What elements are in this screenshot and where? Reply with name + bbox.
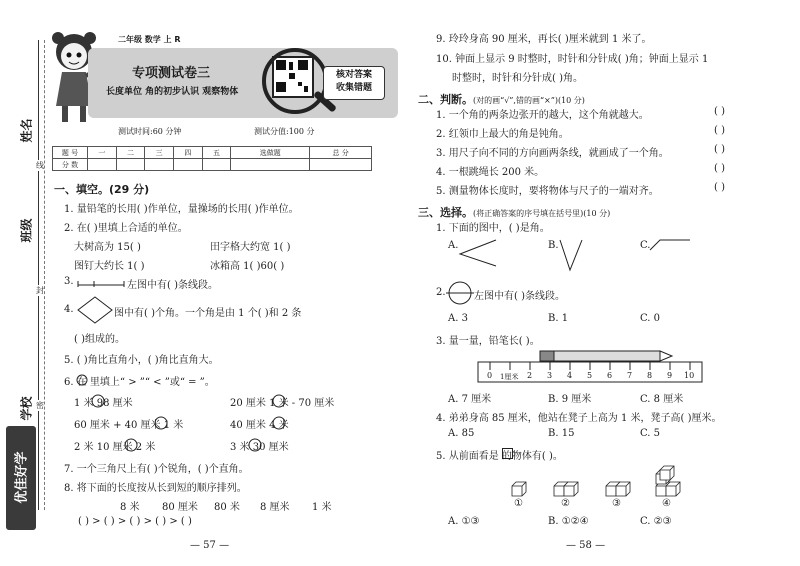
ruler-num: 7 [627, 371, 633, 380]
judge-answer-blank[interactable]: ( ) [714, 182, 725, 193]
page-number-left: — 57 — [190, 540, 230, 551]
compare-item: 3 米 30 厘米 [230, 442, 289, 453]
choice-3: 3. 量一量，铅笔长( )。 [436, 336, 540, 347]
compare-item: 40 厘米 4 米 [230, 420, 289, 431]
table-cell: 四 [174, 147, 203, 159]
table-cell: 一 [88, 147, 117, 159]
judge-answer-blank[interactable]: ( ) [714, 125, 725, 136]
callout-line-1: 核对答案 [335, 70, 372, 80]
compare-item: 1 米 98 厘米 [74, 398, 133, 409]
section-3-note: (将正确答案的序号填在括号里)(10 分) [473, 209, 611, 218]
grade-line: 二年级 数学 上 R [118, 35, 181, 44]
choice-2-option-c[interactable]: C. 0 [640, 313, 661, 324]
choice-5-option-b[interactable]: B. ①②④ [548, 516, 589, 527]
table-cell: 三 [145, 147, 174, 159]
cube-label: ② [561, 498, 570, 509]
length-item: 80 厘米 [162, 502, 198, 513]
cut-line [44, 40, 45, 510]
cube-figure-2 [554, 482, 578, 496]
brand-text: 优佳好学 [14, 451, 30, 504]
choice-5-option-a[interactable]: A. ①③ [448, 516, 480, 527]
choice-2-option-b[interactable]: B. 1 [548, 313, 569, 324]
choice-1-option-c[interactable]: C. [640, 240, 651, 251]
ruler-num: 6 [607, 371, 613, 380]
score-input-4[interactable] [174, 159, 203, 171]
score-input-3[interactable] [145, 159, 174, 171]
choice-3-option-b[interactable]: B. 9 厘米 [548, 394, 592, 405]
magnifier-icon [262, 48, 328, 114]
score-input-1[interactable] [88, 159, 117, 171]
judge-item: 3. 用尺子向不同的方向画两条线，就画成了一个角。 [436, 148, 669, 159]
choice-1-option-a[interactable]: A. [448, 240, 459, 251]
school-label: 学校 [19, 396, 34, 421]
judge-answer-blank[interactable]: ( ) [714, 144, 725, 155]
test-title: 专项测试卷三 [132, 66, 211, 81]
score-table-row [53, 159, 372, 171]
choice-4: 4. 弟弟身高 85 厘米，他站在凳子上高为 1 米，凳子高( )厘米。 [436, 413, 722, 424]
question-6: 6. 在 里填上“ > ”“ < ”或“ = ”。 [64, 377, 215, 388]
section-1-heading: 一、填空。(29 分) [54, 183, 150, 196]
question-c2-number: 2. [436, 287, 446, 298]
secret-mark: 密 [36, 401, 44, 410]
question-8: 8. 将下面的长度按从长到短的顺序排列。 [64, 483, 247, 494]
choice-5-option-c[interactable]: C. ②③ [640, 516, 672, 527]
judge-answer-blank[interactable]: ( ) [714, 106, 725, 117]
choice-4-option-c[interactable]: C. 5 [640, 428, 661, 439]
ruler-num: 8 [647, 371, 653, 380]
choice-4-option-b[interactable]: B. 15 [548, 428, 575, 439]
score-input-5[interactable] [202, 159, 231, 171]
question-4-number: 4. [64, 304, 74, 315]
question-10: 10. 钟面上显示 9 时整时，时针和分针成( )角；钟面上显示 1 [436, 54, 709, 65]
judge-item: 4. 一根跳绳长 200 米。 [436, 167, 545, 178]
callout-box [323, 66, 385, 100]
choice-2-option-a[interactable]: A. 3 [448, 313, 468, 324]
section-2-title: 二、判断。 [418, 93, 473, 106]
judge-answer-blank[interactable]: ( ) [714, 163, 725, 174]
question-9: 9. 玲玲身高 90 厘米，再长( )厘米就到 1 米了。 [436, 34, 652, 45]
compare-item: 20 厘米 1 米 - 70 厘米 [230, 398, 335, 409]
test-time: 测试时间:60 分钟 [118, 127, 182, 136]
compare-item: 60 厘米 + 40 厘米 1 米 [74, 420, 184, 431]
table-cell: 二 [116, 147, 145, 159]
question-1: 1. 量铅笔的长用( )作单位，量操场的长用( )作单位。 [64, 204, 299, 215]
ruler-num: 10 [684, 371, 695, 380]
table-cell: 总 分 [310, 147, 372, 159]
line-mark: 线 [36, 161, 44, 170]
choice-3-option-c[interactable]: C. 8 厘米 [640, 394, 684, 405]
ruler-num: 5 [587, 371, 593, 380]
class-label: 班级 [19, 218, 34, 243]
angle-figures-icon [458, 236, 698, 276]
square-symbol-icon [502, 448, 513, 459]
length-item: 8 米 [120, 502, 140, 513]
choice-4-option-a[interactable]: A. 85 [448, 428, 475, 439]
question-3-number: 3. [64, 276, 74, 287]
cube-label: ③ [612, 498, 621, 509]
question-4: 图中有( )个角。一个角是由 1 个( )和 2 条 [114, 308, 302, 319]
ruler-num: 4 [567, 371, 573, 380]
ruler-num: 9 [667, 371, 673, 380]
question-4b: ( )组成的。 [74, 334, 125, 345]
question-2d: 冰箱高 1( )60( ) [210, 261, 285, 272]
choice-1-option-b[interactable]: B. [548, 240, 559, 251]
judge-item: 2. 红领巾上最大的角是钝角。 [436, 129, 569, 140]
cube-figure-4 [656, 466, 680, 496]
cube-figure-3 [606, 482, 630, 496]
page-number-right: — 58 — [566, 540, 606, 551]
cube-label: ① [514, 498, 523, 509]
question-2a: 大树高为 15( ) [74, 242, 141, 253]
choice-3-option-a[interactable]: A. 7 厘米 [448, 394, 492, 405]
section-2-heading [418, 88, 585, 107]
diamond-figure-icon [76, 295, 114, 325]
length-item: 80 米 [214, 502, 240, 513]
question-2: 2. 在( )里填上合适的单位。 [64, 223, 188, 234]
score-table-row [53, 147, 372, 159]
question-5: 5. ( )角比直角小，( )角比直角大。 [64, 355, 219, 366]
length-item: 8 厘米 [260, 502, 290, 513]
seal-mark: 封 [36, 286, 44, 295]
section-3-title: 三、选择。 [418, 206, 473, 219]
callout-line-2: 收集错题 [335, 83, 372, 93]
name-label: 姓名 [19, 118, 34, 143]
test-score: 测试分值:100 分 [254, 127, 315, 136]
binding-line [38, 40, 39, 510]
table-cell: 分 数 [53, 159, 88, 171]
choice-2: 左图中有( )条线段。 [474, 291, 565, 302]
brand-logo [6, 426, 36, 530]
question-2c: 图钉大约长 1( ) [74, 261, 145, 272]
cube-label: ④ [662, 498, 671, 509]
section-2-note: (对的画“√”,错的画“×”)(10 分) [473, 96, 585, 105]
judge-item: 5. 测量物体长度时，要将物体与尺子的一端对齐。 [436, 186, 659, 197]
section-3-heading [418, 201, 610, 220]
table-cell: 五 [202, 147, 231, 159]
pencil-icon [540, 351, 660, 361]
choice-5: 5. 从前面看是 的物体有( )。 [436, 451, 563, 462]
question-10b: 时整时，时针和分针成( )角。 [452, 73, 583, 84]
question-7: 7. 一个三角尺上有( )个锐角，( )个直角。 [64, 464, 249, 475]
test-subtitle: 长度单位 角的初步认识 观察物体 [106, 87, 239, 97]
score-input-7[interactable] [310, 159, 372, 171]
ruler-num: 2 [527, 371, 533, 380]
ruler-num: 3 [547, 371, 553, 380]
ruler-num: 0 [487, 371, 493, 380]
choice-1: 1. 下面的图中，( )是角。 [436, 223, 550, 234]
table-cell: 选做题 [231, 147, 310, 159]
cube-figure-1 [512, 482, 526, 496]
circle-segment-icon [446, 280, 474, 306]
score-input-2[interactable] [116, 159, 145, 171]
segment-figure-icon [76, 280, 126, 288]
table-cell: 题 号 [53, 147, 88, 159]
question-2b: 田字格大约宽 1( ) [210, 242, 291, 253]
compare-item: 2 米 10 厘米 2 米 [74, 442, 156, 453]
order-answer-blanks[interactable]: ( ) > ( ) > ( ) > ( ) > ( ) [78, 516, 192, 527]
ruler-unit-label: 1厘米 [500, 373, 519, 381]
score-input-6[interactable] [231, 159, 310, 171]
score-table [52, 146, 372, 171]
length-item: 1 米 [312, 502, 332, 513]
judge-item: 1. 一个角的两条边张开的越大，这个角就越大。 [436, 110, 649, 121]
question-3: 左图中有( )条线段。 [127, 280, 218, 291]
